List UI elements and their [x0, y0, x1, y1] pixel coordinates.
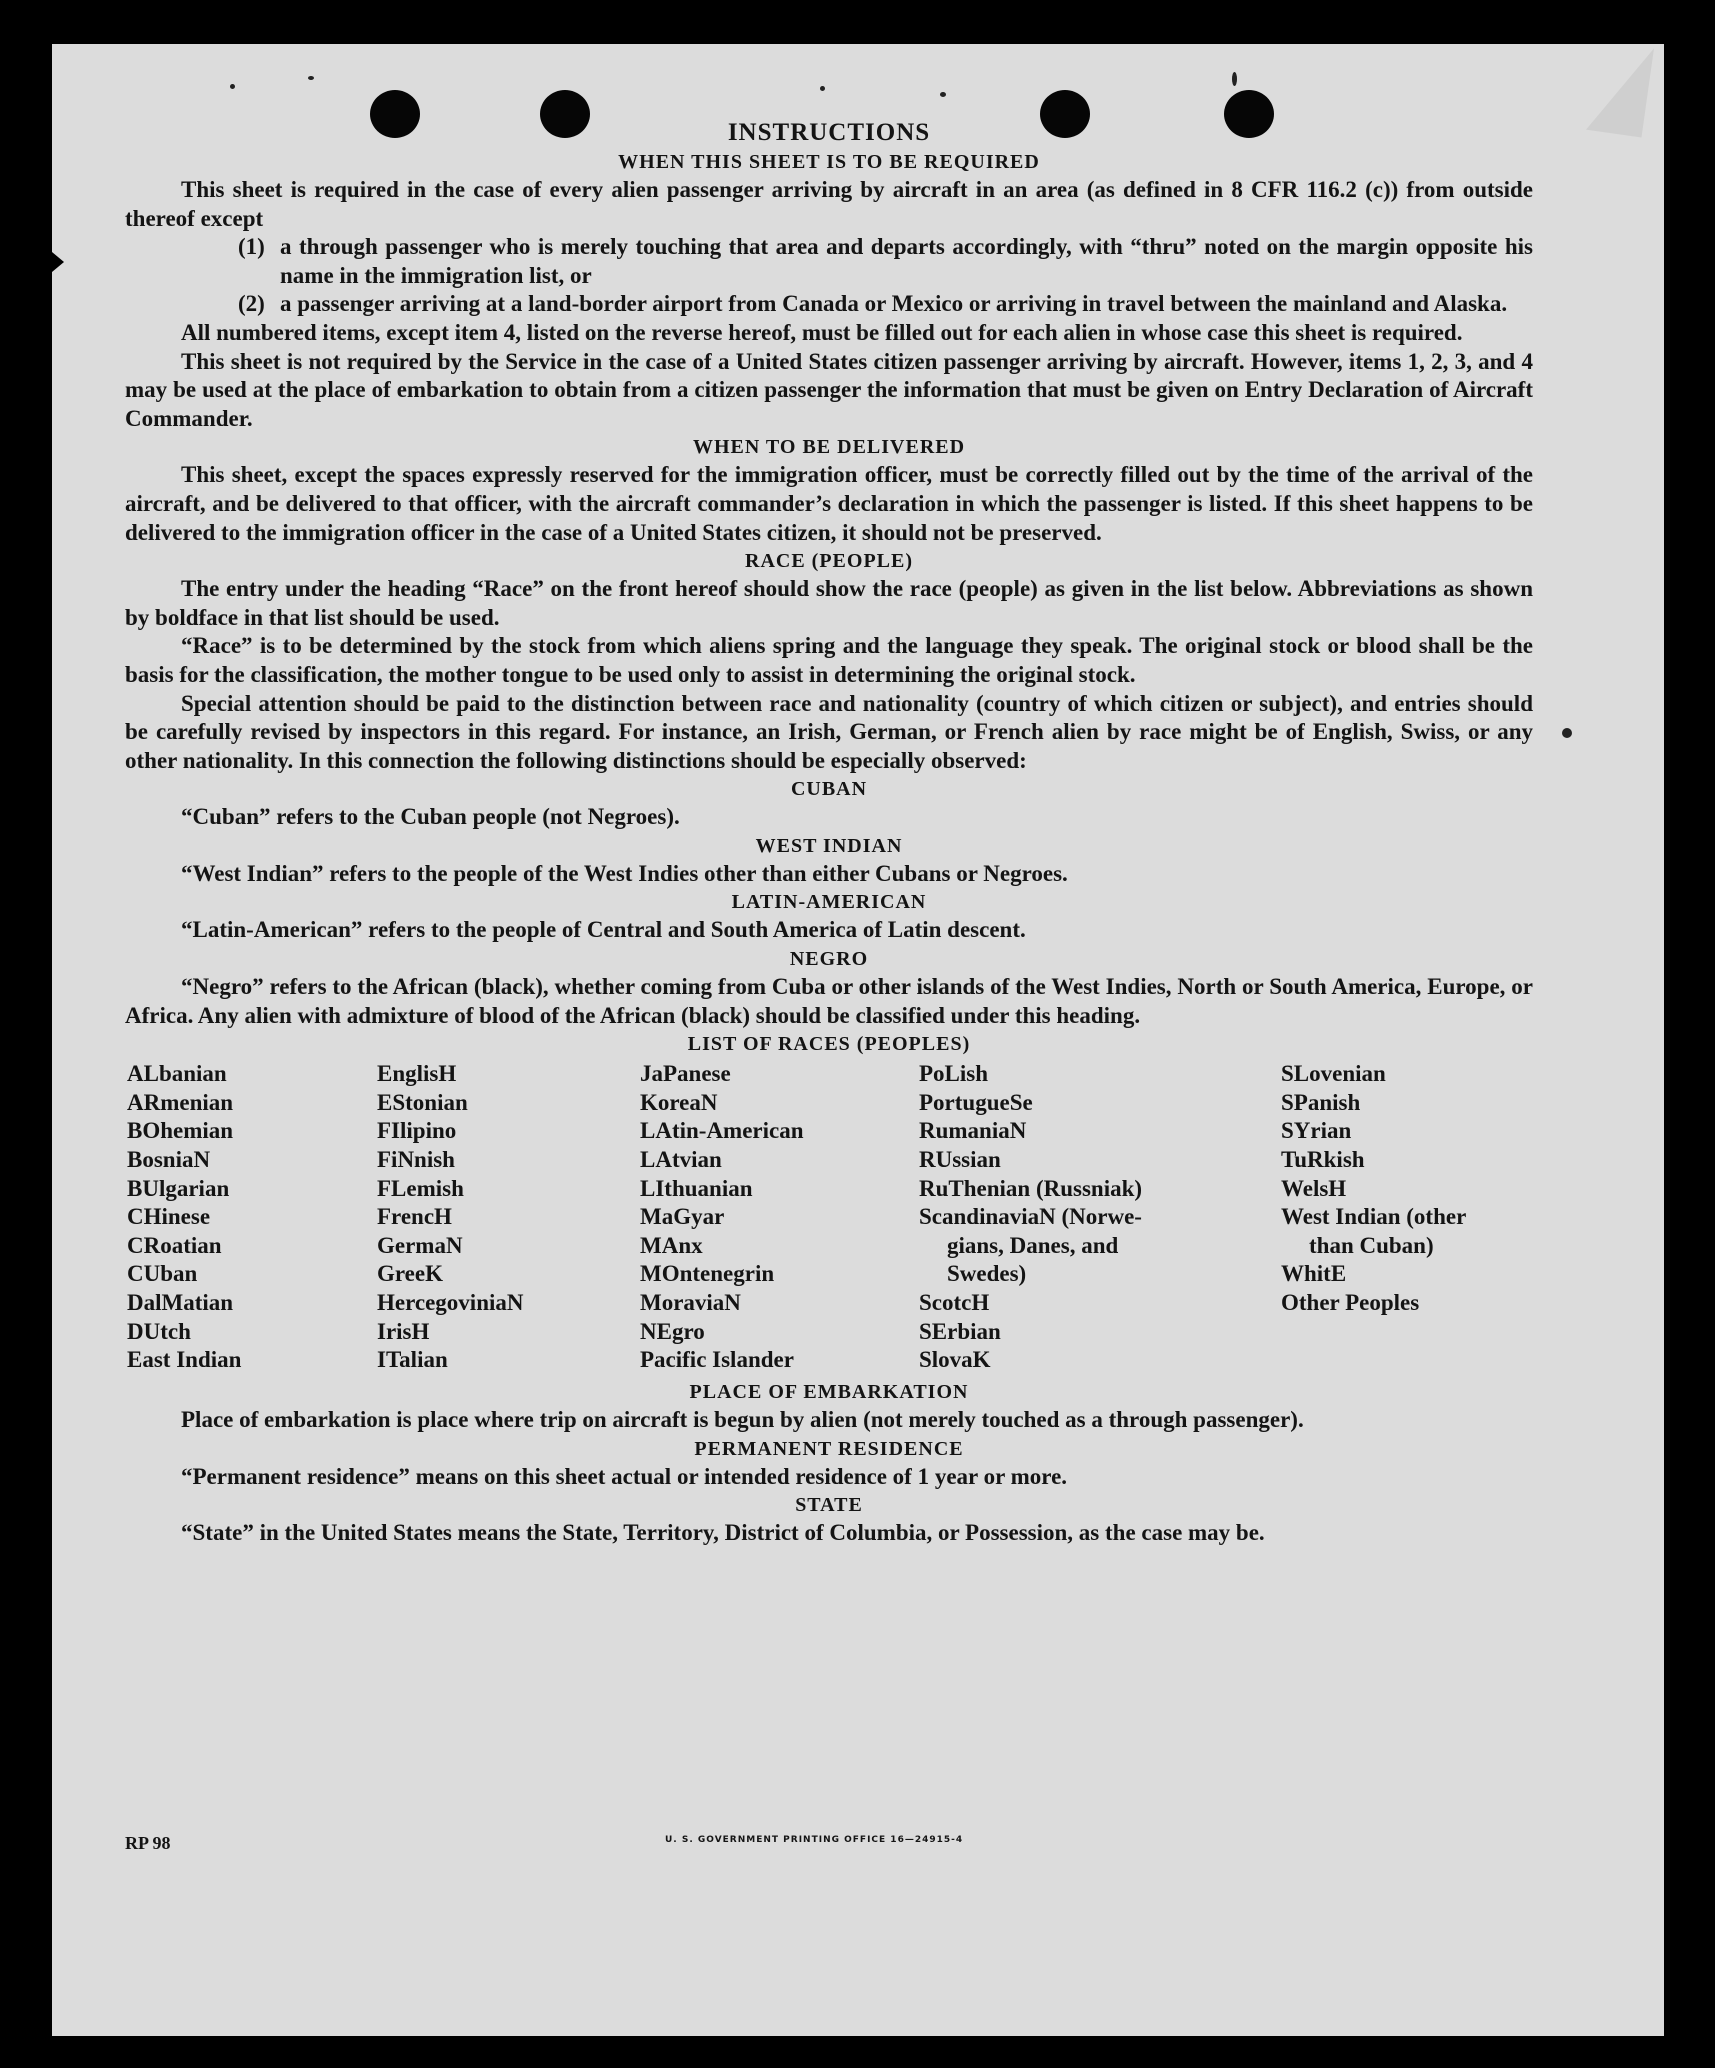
list-item [238, 290, 1533, 319]
race-entry: LAtin-American [640, 1118, 804, 1144]
race-entry: Swedes) [947, 1261, 1027, 1287]
race-entry: WelsH [1281, 1175, 1347, 1201]
races-column-2 [377, 1060, 524, 1375]
race-entry: GreeK [377, 1261, 443, 1287]
race-entry: FLemish [377, 1175, 464, 1201]
paragraph: “Negro” refers to the African (black), whether coming from Cuba or other islands of the West Indies, North or South America, Europe, or Africa. Any alien with admixture of blood of the African (black) should be classified under this heading. [125, 974, 1533, 1028]
page-title: INSTRUCTIONS [727, 119, 931, 146]
paragraph: The entry under the heading “Race” on the front hereof should show the race (people) as given in the list below. Abbreviations as shown by boldface in that list should be used. [125, 576, 1533, 630]
race-entry: than Cuban) [1309, 1232, 1434, 1258]
race-entry: NEgro [640, 1318, 705, 1344]
heading-permanent-residence: PERMANENT RESIDENCE [694, 1437, 964, 1460]
race-entry: HercegoviniaN [377, 1290, 524, 1315]
ink-speck [940, 92, 946, 97]
race-entry: KoreaN [640, 1089, 718, 1115]
ink-speck [1232, 72, 1237, 86]
race-entry: RuThenian (Russniak) [919, 1175, 1143, 1201]
race-entry: ITalian [377, 1347, 448, 1373]
race-entry: DUtch [127, 1318, 191, 1344]
race-entry: LAtvian [640, 1147, 722, 1173]
heading-west-indian: WEST INDIAN [755, 834, 903, 857]
races-column-4 [919, 1060, 1142, 1375]
race-entry: ScotcH [919, 1290, 990, 1315]
race-entry: FiNnish [377, 1147, 455, 1173]
race-entry: GermaN [377, 1232, 463, 1258]
paragraph: “Latin-American” refers to the people of Central and South America of Latin descent. [181, 917, 1026, 943]
heading-negro: NEGRO [789, 948, 869, 971]
race-entry: SLovenian [1281, 1061, 1386, 1087]
race-entry: BUlgarian [127, 1175, 230, 1201]
race-entry: JaPanese [640, 1061, 731, 1087]
race-entry: TuRkish [1281, 1147, 1365, 1173]
race-entry: SYrian [1281, 1118, 1352, 1144]
heading-latin-american: LATIN-AMERICAN [731, 891, 927, 914]
race-entry: CRoatian [127, 1232, 222, 1258]
race-entry: SlovaK [919, 1347, 991, 1373]
ink-speck [230, 84, 235, 89]
race-entry: BosniaN [127, 1147, 211, 1173]
race-entry: MoraviaN [640, 1290, 741, 1315]
race-entry: CHinese [127, 1204, 211, 1230]
race-entry: FIlipino [377, 1118, 457, 1144]
heading-when-required: WHEN THIS SHEET IS TO BE REQUIRED [618, 151, 1040, 173]
race-entry: MaGyar [640, 1204, 725, 1230]
paragraph: “Permanent residence” means on this sheet actual or intended residence of 1 year or more. [181, 1463, 1068, 1489]
edge-notch [52, 252, 64, 272]
race-entry: MOntenegrin [640, 1261, 775, 1287]
paragraph: This sheet, except the spaces expressly reserved for the immigration officer, must be correctly filled out by the time of the arrival of the aircraft, and be delivered to that officer, with the aircraft commander’s declaration in which the passenger is listed. If this sheet happens to be delivered to the immigration officer in the case of a United States citizen, it should not be preserved. [125, 462, 1533, 545]
race-entry: RumaniaN [919, 1118, 1027, 1144]
races-column-3 [640, 1060, 804, 1375]
paragraph: This sheet is required in the case of every alien passenger arriving by aircraft in an area (as defined in 8 CFR 116.2 (c)) from outside thereof except [125, 177, 1533, 231]
race-entry: WhitE [1281, 1261, 1347, 1287]
race-entry: ScandinaviaN (Norwe- [919, 1204, 1142, 1230]
race-entry: EStonian [377, 1089, 468, 1115]
item-text: a through passenger who is merely touching that area and departs accordingly, with “thru” noted on the margin opposite his name in the immigration list, or [280, 234, 1533, 288]
race-entry: West Indian (other [1281, 1204, 1467, 1230]
paragraph: “West Indian” refers to the people of the West Indies other than either Cubans or Negroes. [181, 860, 1068, 886]
races-list [125, 1060, 1533, 1378]
race-entry: Pacific Islander [640, 1347, 794, 1373]
paragraph: Place of embarkation is place where trip on aircraft is begun by alien (not merely touched as a through passenger). [181, 1407, 1304, 1433]
race-entry: FrencH [377, 1204, 452, 1230]
race-entry: SErbian [919, 1318, 1001, 1344]
item-number: (1) [238, 234, 265, 260]
form-number: RP 98 [125, 1833, 171, 1853]
race-entry: PortugueSe [919, 1089, 1033, 1115]
heading-place-of-embarkation: PLACE OF EMBARKATION [689, 1381, 969, 1404]
race-entry: RUssian [919, 1147, 1001, 1173]
race-entry: PoLish [919, 1061, 989, 1087]
paragraph: “State” in the United States means the State, Territory, District of Columbia, or Possession, as the case may be. [181, 1520, 1265, 1546]
list-item [238, 233, 1533, 290]
heading-when-delivered: WHEN TO BE DELIVERED [692, 436, 966, 459]
ink-speck [308, 76, 314, 80]
page-footer [125, 1833, 1533, 1863]
race-entry: MAnx [640, 1232, 703, 1258]
heading-list-of-races: LIST OF RACES (PEOPLES) [687, 1033, 971, 1056]
race-entry: SPanish [1281, 1089, 1361, 1115]
race-entry: ARmenian [127, 1089, 234, 1115]
races-column-1 [127, 1060, 241, 1375]
race-entry: LIthuanian [640, 1175, 753, 1201]
printer-imprint: U. S. GOVERNMENT PRINTING OFFICE 16—24915-4 [665, 1835, 964, 1845]
instructions-content [125, 118, 1533, 1548]
race-entry: IrisH [377, 1318, 430, 1344]
race-entry: Other Peoples [1281, 1290, 1420, 1315]
race-entry: EnglisH [377, 1061, 457, 1087]
item-number: (2) [238, 291, 265, 317]
ink-speck [1562, 728, 1572, 738]
race-entry: BOhemian [127, 1118, 234, 1144]
heading-state: STATE [795, 1494, 863, 1517]
race-entry: gians, Danes, and [947, 1232, 1119, 1258]
race-entry: ALbanian [127, 1061, 227, 1087]
paragraph: Special attention should be paid to the distinction between race and nationality (country of which citizen or subject), and entries should be carefully revised by inspectors in this regard. For instance, an Irish, German, or French alien by race might be of English, Swiss, or any other nationality. In this connection the following distinctions should be especially observed: [125, 690, 1533, 773]
ink-speck [820, 86, 825, 91]
race-entry: DalMatian [127, 1290, 234, 1315]
heading-cuban: CUBAN [790, 778, 868, 801]
paragraph: This sheet is not required by the Service in the case of a United States citizen passenger arriving by aircraft. However, items 1, 2, 3, and 4 may be used at the place of embarkation to obtain from a citizen passenger the information that must be given on Entry Declaration of Aircraft Commander. [125, 348, 1533, 431]
paragraph: All numbered items, except item 4, listed on the reverse hereof, must be filled out for each alien in whose case this sheet is required. [181, 319, 1463, 345]
race-entry: CUban [127, 1261, 198, 1287]
paragraph: “Race” is to be determined by the stock from which aliens spring and the language they speak. The original stock or blood shall be the basis for the classification, the mother tongue to be used only to assist in determining the original stock. [125, 633, 1533, 687]
heading-race: RACE (PEOPLE) [745, 550, 913, 573]
item-text: a passenger arriving at a land-border airport from Canada or Mexico or arriving in travel between the mainland and Alaska. [280, 291, 1508, 317]
paragraph: “Cuban” refers to the Cuban people (not Negroes). [181, 804, 680, 830]
torn-corner [1645, 0, 1715, 110]
races-column-5 [1281, 1060, 1466, 1317]
race-entry: East Indian [127, 1347, 242, 1373]
